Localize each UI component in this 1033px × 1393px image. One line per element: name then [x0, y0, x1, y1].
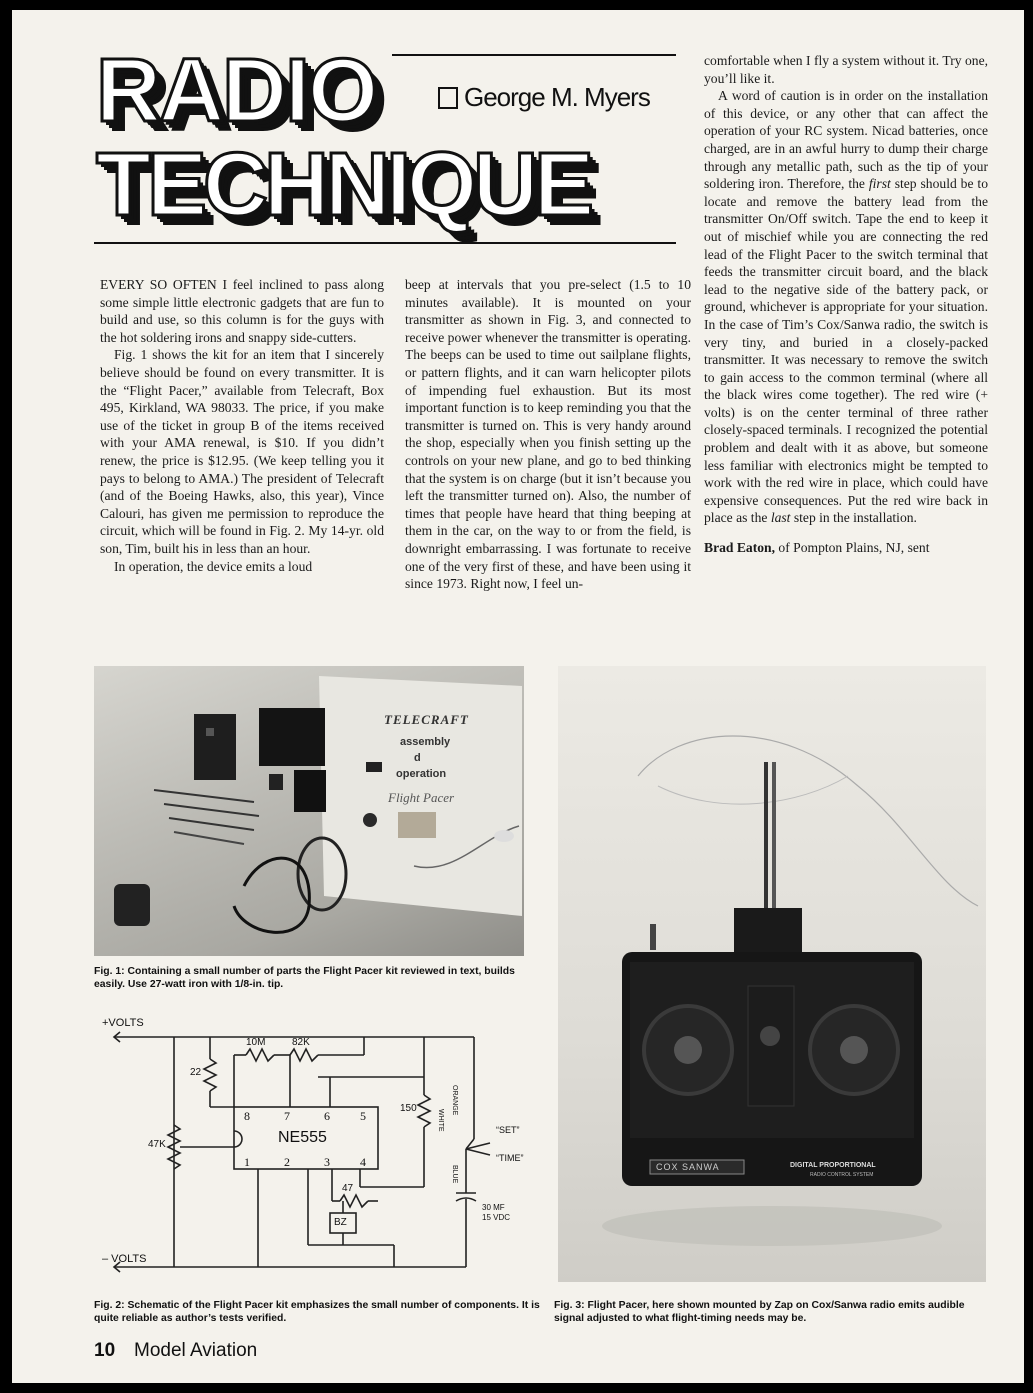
fig3-photo: [558, 666, 986, 1282]
booklet-line: Flight Pacer: [388, 790, 455, 805]
author-name: George M. Myers: [464, 82, 650, 112]
booklet-title: TELECRAFT: [384, 712, 469, 727]
label-wire-orange: ORANGE: [451, 1085, 458, 1116]
pin-label: 7: [284, 1109, 290, 1123]
title-line-2: TECHNIQUE: [96, 135, 591, 235]
paragraph: comfortable when I fly a system without it. Try one, you’ll like it.: [704, 53, 988, 86]
label-plus-volts: +VOLTS: [102, 1017, 144, 1029]
byline: [438, 82, 650, 113]
text-span: step in the installation.: [790, 510, 917, 526]
booklet-line: d: [414, 752, 421, 764]
pin-label: 2: [284, 1155, 290, 1169]
label-cap-1: 30 MF: [482, 1203, 505, 1212]
label-set: “SET”: [496, 1125, 520, 1135]
pin-label: 5: [360, 1109, 366, 1123]
label-r-150: 150: [400, 1103, 417, 1114]
radio-label-2: RADIO CONTROL SYSTEM: [810, 1172, 874, 1178]
buzzer-label: BZ: [334, 1217, 347, 1228]
paragraph: [704, 87, 988, 527]
title-line-1: RADIO: [96, 41, 376, 141]
chip-label: NE555: [278, 1129, 327, 1146]
fig1-photo-art: [94, 666, 524, 956]
pin-label: 4: [360, 1155, 366, 1169]
page-number: 10: [94, 1340, 116, 1361]
radio-label-1: DIGITAL PROPORTIONAL: [790, 1162, 876, 1169]
person-name: Brad Eaton,: [704, 540, 776, 556]
label-r-22: 22: [190, 1067, 202, 1078]
paragraph: Fig. 1 shows the kit for an item that I sincerely believe should be found on every transmitter. It is the “Flight Pacer,” available from Telecraft, Box 495, Kirkland, WA 98033. The price, if you make use of the ticket in group B of the items received with your AMA renewal, is $10. If you didn’t renew, the price is $12.95. (We keep telling you it pays to belong to AMA.) The president of Telecraft (and of the Boeing Hawks, also, this year), Vince Calouri, has given me permission to reproduce the circuit, which will be found in Fig. 2. My 14-yr. old son, Tim, built his in less than an hour.: [100, 347, 384, 556]
paragraph: [704, 539, 988, 557]
paragraph: beep at intervals that you pre-select (1.5 to 10 minutes available). It is mounted on your transmitter as shown in Fig. 3, and connected to receive power whenever the transmitter is operating. The beeps can be used to time out sailplane flights, or pattern flights, and it can warn helicopter pilots of impending fuel exhaustion. But its most important function is to keep reminding you that the transmitter is turned on. This is very handy around the shop, especially when you finish setting up the controls on your new plane, and go to bed thinking that the system is on charge (but it isn’t because you left the transmitter turned on). Also, the number of times that people have heard that thing beeping at them in the car, on the way to or from the field, is downright embarrassing. I was fortunate to receive one of the very first of these, and have been using it since 1973. Right now, I feel un-: [405, 277, 691, 592]
label-r-47: 47: [342, 1183, 354, 1194]
label-r-82k: 82K: [292, 1037, 310, 1048]
fig1-caption: Fig. 1: Containing a small number of parts the Flight Pacer kit reviewed in text, builds easily. Use 27-watt iron with 1/8-in. tip.: [94, 966, 515, 990]
fig2-schematic: [94, 1015, 534, 1285]
label-wire-white: WHITE: [437, 1109, 444, 1132]
pin-label: 3: [324, 1155, 330, 1169]
paragraph: In operation, the device emits a loud: [114, 558, 313, 574]
label-time: “TIME”: [496, 1153, 524, 1163]
pin-label: 8: [244, 1109, 250, 1123]
fig2-caption: Fig. 2: Schematic of the Flight Pacer kit emphasizes the small number of components. It is quite reliable as author’s tests verified.: [94, 1300, 540, 1324]
emphasis: last: [770, 510, 791, 526]
label-wire-blue: BLUE: [451, 1165, 458, 1184]
text-span: of Pompton Plains, NJ, sent: [775, 540, 930, 556]
text-column-3: [704, 52, 988, 557]
emphasis: first: [868, 176, 891, 192]
title-bottom-rule: [94, 242, 676, 244]
text-span: step should be to locate and remove the battery lead from the transmitter On/Off switch. Tape the end to keep it out of mischief while you are connecting the red lead of the Flight Pacer to the switch terminal that feeds the transmitter circuit board, and the black lead to the negative side of the battery pack, or ground, whichever is appropriate for your situation. In the case of Tim’s Cox/Sanwa radio, the switch is very tiny, and buried in a closely-packed transmitter. It was necessary to remove the switch to gain access to the common terminal (where all the black wires come together). The red wire (+ volts) is on the center terminal of three rather closely-spaced terminals. I recognized the potential problem and dealt with it as above, but someone less familiar with electronics might be tempted to work with the red wire in place, which could have expensive consequences. Put the red wire back in place as the: [704, 176, 988, 526]
label-cap-2: 15 VDC: [482, 1213, 511, 1222]
booklet-line: operation: [396, 768, 447, 780]
label-minus-volts: – VOLTS: [102, 1253, 147, 1265]
magazine-page: [12, 10, 1024, 1383]
title-top-rule: [392, 54, 676, 56]
pin-label: 6: [324, 1109, 330, 1123]
fig3-caption: Fig. 3: Flight Pacer, here shown mounted by Zap on Cox/Sanwa radio emits audible signal adjusted to what flight-timing needs may be.: [554, 1300, 965, 1324]
fig3-photo-art: [558, 666, 986, 1282]
text-column-1: [100, 276, 384, 575]
schematic-drawing: [94, 1015, 534, 1285]
label-r-10m: 10M: [246, 1037, 266, 1048]
booklet-line: assembly: [400, 736, 451, 748]
fig1-photo: [94, 666, 524, 956]
text-span: A word of caution is in order on the installation of this device, or any other that can affect the operation of your RC system. Nicad batteries, once charged, are in an awful hurry to dump their charge through any metallic path, such as the tip of your soldering iron. Therefore, the: [704, 88, 988, 192]
pin-label: 1: [244, 1155, 250, 1169]
text-column-2: [405, 276, 691, 593]
label-r-47k: 47K: [148, 1139, 166, 1150]
radio-brand: COX SANWA: [656, 1162, 720, 1172]
paragraph: EVERY SO OFTEN I feel inclined to pass along some simple little electronic gadgets that are fun to build and use, so this column is for the guys with the hot soldering irons and snappy side-cutters.: [100, 277, 384, 345]
checkbox-icon: [438, 87, 458, 109]
magazine-name: Model Aviation: [134, 1340, 258, 1361]
